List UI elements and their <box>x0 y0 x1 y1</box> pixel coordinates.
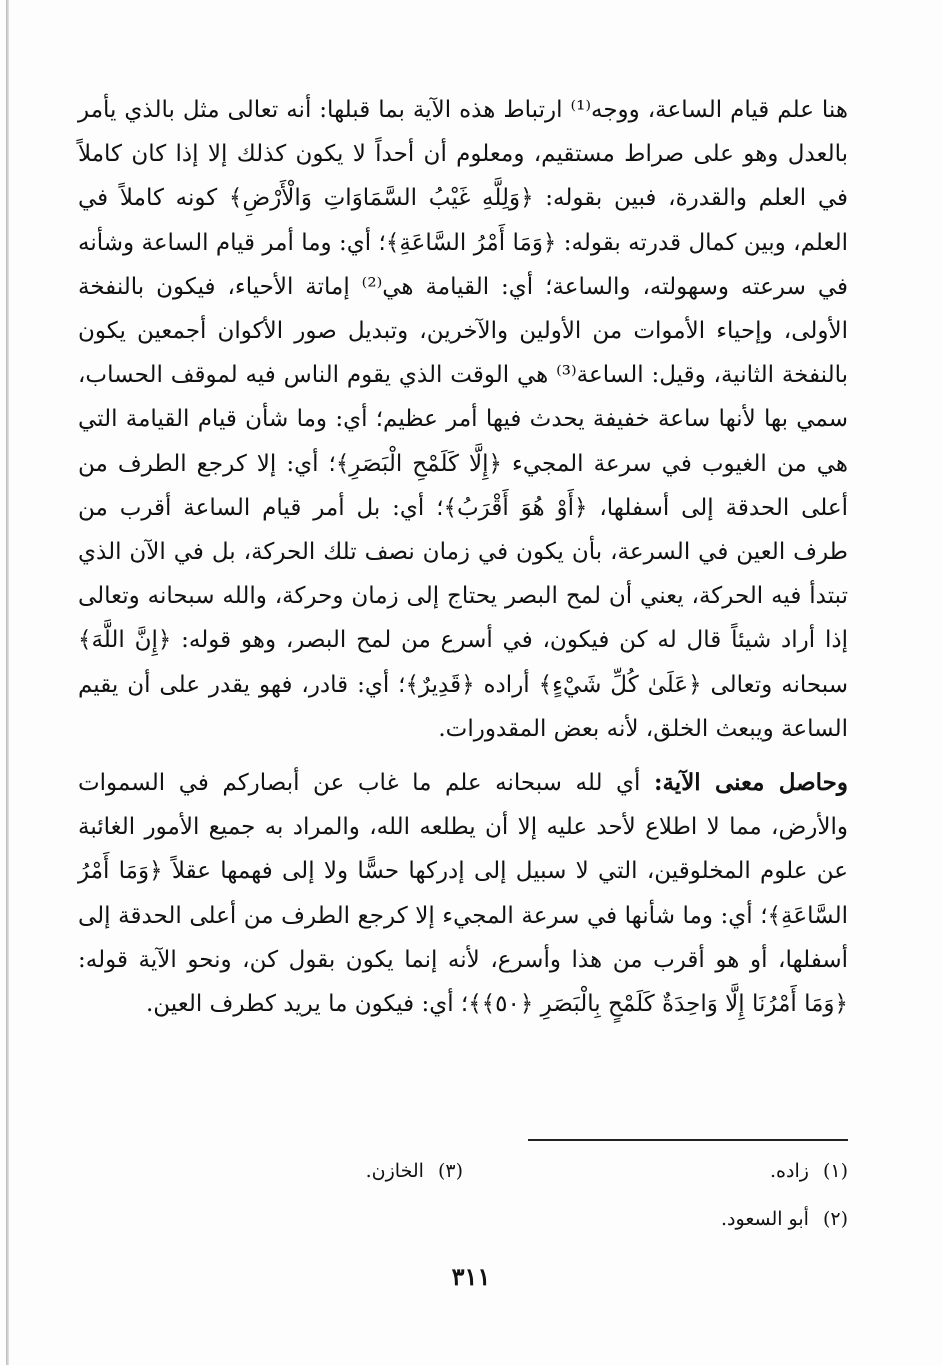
footnote-number: (٢) <box>822 1208 848 1230</box>
footnote-row <box>78 1156 848 1186</box>
page-number: ٣١١ <box>451 1262 491 1291</box>
paragraph-commentary: هنا علم قيام الساعة، ووجه⁽¹⁾ ارتباط هذه الآية بما قبلها: أنه تعالى مثل بالذي يأمر بالعدل وهو على صراط مستقيم، ومعلوم أن أحداً لا يكون كذلك إلا إذا كان كاملاً في العلم والقدرة، فبين بقوله: ﴿وَلِلَّهِ غَيْبُ السَّمَاوَاتِ وَالْأَرْضِ﴾ كونه كاملاً في العلم، وبين كمال قدرته بقوله: ﴿وَمَا أَمْرُ السَّاعَةِ﴾؛ أي: وما أمر قيام الساعة وشأنه في سرعته وسهولته، والساعة؛ أي: القيامة هي⁽²⁾ إماتة الأحياء، فيكون بالنفخة الأولى، وإحياء الأموات من الأولين والآخرين، وتبديل صور الأكوان أجمعين يكون بالنفخة الثانية، وقيل: الساعة⁽³⁾ هي الوقت الذي يقوم الناس فيه لموقف الحساب، سمي بها لأنها ساعة خفيفة يحدث فيها أمر عظيم؛ أي: وما شأن قيام القيامة التي هي من الغيوب في سرعة المجيء ﴿إِلَّا كَلَمْحِ الْبَصَرِ﴾؛ أي: إلا كرجع الطرف من أعلى الحدقة إلى أسفلها، ﴿أَوْ هُوَ أَقْرَبُ﴾؛ أي: بل أمر قيام الساعة أقرب من طرف العين في السرعة، بأن يكون في زمان نصف تلك الحركة، بل في الآن الذي تبتدأ فيه الحركة، يعني أن لمح البصر يحتاج إلى زمان وحركة، والله سبحانه وتعالى إذا أراد شيئاً قال له كن فيكون، في أسرع من لمح البصر، وهو قوله: ﴿إِنَّ اللَّهَ﴾ سبحانه وتعالى ﴿عَلَىٰ كُلِّ شَيْءٍ﴾ أراده ﴿قَدِيرٌ﴾؛ أي: قادر، فهو يقدر على أن يقيم الساعة ويبعث الخلق، لأنه بعض المقدورات. <box>78 97 848 742</box>
main-text <box>78 88 848 1026</box>
footnote-number: (١) <box>822 1160 848 1182</box>
footnote-3 <box>78 1156 463 1186</box>
footnote-row <box>78 1204 848 1234</box>
page-binding-edge <box>6 0 9 1365</box>
footnote-1 <box>463 1156 848 1186</box>
footnote-text: زاده. <box>770 1160 809 1182</box>
summary-text: أي لله سبحانه علم ما غاب عن أبصاركم في السموات والأرض، مما لا اطلاع لأحد عليه إلا أن يطلعه الله، والمراد به جميع الأمور الغائبة عن علوم المخلوقين، التي لا سبيل إلى إدركها حسًّا ولا إلى فهمها عقلاً ﴿وَمَا أَمْرُ السَّاعَةِ﴾؛ أي: وما شأنها في سرعة المجيء إلا كرجع الطرف من أعلى الحدقة إلى أسفلها، أو هو أقرب من هذا وأسرع، لأنه إنما يكون بقول كن، ونحو الآية قوله: ﴿وَمَا أَمْرُنَا إِلَّا وَاحِدَةٌ كَلَمْحٍ بِالْبَصَرِ ﴿٥٠﴾﴾؛ أي: فيكون ما يريد كطرف العين. <box>78 770 848 1018</box>
footnote-text: الخازن. <box>365 1160 424 1182</box>
footnotes <box>78 1156 848 1252</box>
footnote-text: أبو السعود. <box>721 1208 809 1230</box>
footnote-2 <box>463 1204 848 1234</box>
paragraph-summary <box>78 761 848 1026</box>
footnote-number: (٣) <box>437 1160 463 1182</box>
footnote-separator <box>528 1139 848 1141</box>
summary-heading: وحاصل معنى الآية: <box>653 769 848 797</box>
